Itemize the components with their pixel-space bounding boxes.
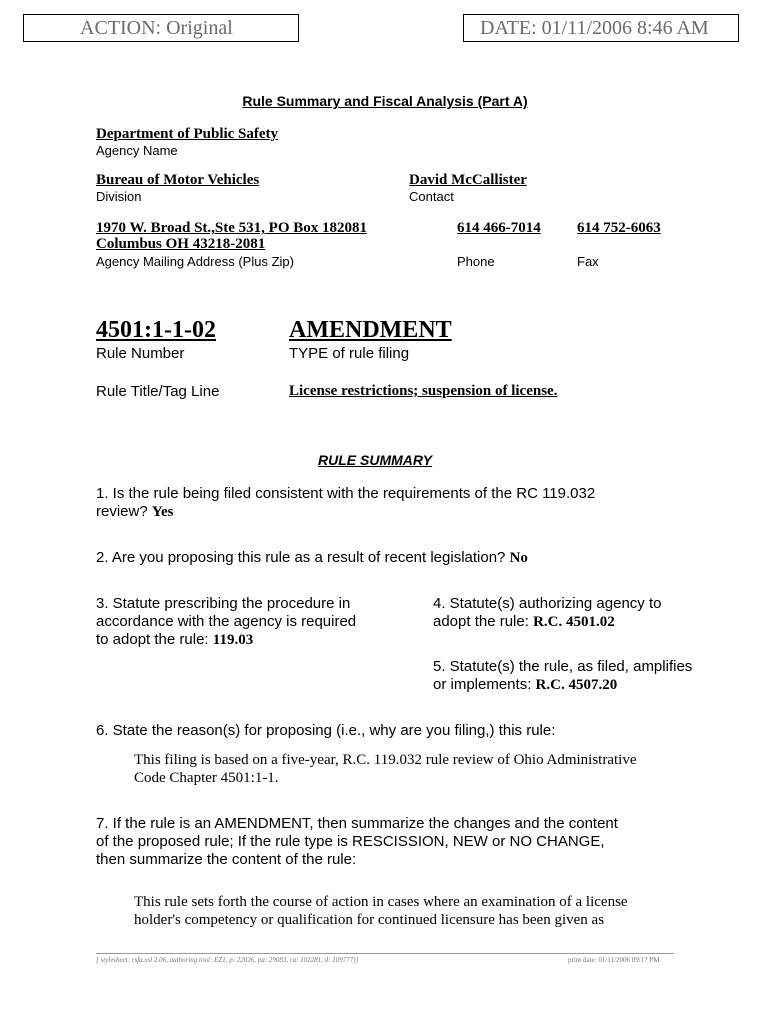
- address-label: Agency Mailing Address (Plus Zip): [96, 254, 294, 269]
- answer-4: R.C. 4501.02: [533, 614, 615, 630]
- question-3-text: to adopt the rule:: [96, 631, 209, 648]
- rule-number-label: Rule Number: [96, 345, 185, 362]
- contact-label: Contact: [409, 189, 454, 204]
- division-label: Division: [96, 189, 142, 204]
- rule-type-label: TYPE of rule filing: [289, 345, 410, 362]
- answer-6: [134, 751, 734, 787]
- page-title: Rule Summary and Fiscal Analysis (Part A): [242, 93, 528, 109]
- agency-name: Department of Public Safety: [96, 126, 279, 142]
- phone-label: Phone: [457, 254, 495, 269]
- question-3-line3: [96, 631, 396, 649]
- contact-value: David McCallister: [409, 172, 527, 188]
- question-4-line1: 4. Statute(s) authorizing agency to: [433, 595, 662, 612]
- division-value: Bureau of Motor Vehicles: [96, 172, 260, 188]
- question-1: [96, 485, 696, 521]
- answer-1: Yes: [151, 504, 174, 520]
- question-4-text: adopt the rule:: [433, 613, 529, 630]
- question-7: [96, 815, 716, 869]
- question-4: [433, 595, 753, 631]
- question-1-cont: review?: [96, 503, 148, 520]
- question-2-text: 2. Are you proposing this rule as a result of recent legislation?: [96, 549, 506, 566]
- question-4-line2: [433, 613, 753, 631]
- question-5-line1: 5. Statute(s) the rule, as filed, amplifies: [433, 658, 693, 675]
- fax-label: Fax: [577, 254, 599, 269]
- answer-6-line1: This filing is based on a five-year, R.C. 119.032 rule review of Ohio Administrative: [134, 752, 637, 768]
- rule-title: License restrictions; suspension of license.: [289, 383, 558, 399]
- question-3: [96, 595, 396, 649]
- date-text: DATE: 01/11/2006 8:46 AM: [480, 17, 709, 39]
- question-3-line1: 3. Statute prescribing the procedure in: [96, 595, 351, 612]
- footer-print-date: print date: 01/11/2006 09:17 PM: [568, 956, 660, 964]
- footer-stylesheet-info: [ stylesheet: rsfa.xsl 2.06, authoring tool: EZ1, p: 22026, pa: 29083, ra: 101281, d: 109777)]: [96, 956, 359, 964]
- question-3-line2: accordance with the agency is required: [96, 613, 357, 630]
- answer-3: 119.03: [212, 632, 254, 648]
- answer-7-line1: This rule sets forth the course of action in cases where an examination of a license: [134, 894, 628, 910]
- date-box: [463, 14, 739, 42]
- address-line2: Columbus OH 43218-2081: [96, 236, 266, 252]
- action-text: ACTION: Original: [80, 17, 233, 39]
- answer-5: R.C. 4507.20: [535, 677, 618, 693]
- question-1-line2: [96, 503, 696, 521]
- address-line1: 1970 W. Broad St.,Ste 531, PO Box 182081: [96, 220, 368, 236]
- rule-number: 4501:1-1-02: [96, 317, 216, 343]
- rule-summary-heading: RULE SUMMARY: [318, 452, 433, 468]
- question-5-text: or implements:: [433, 676, 532, 693]
- phone-value: 614 466-7014: [457, 220, 541, 236]
- agency-name-label: Agency Name: [96, 143, 178, 158]
- question-7-line3: then summarize the content of the rule:: [96, 851, 357, 868]
- fax-value: 614 752-6063: [577, 220, 661, 236]
- footer-divider: [96, 953, 674, 954]
- question-6: 6. State the reason(s) for proposing (i.e., why are you filing,) this rule:: [96, 722, 556, 739]
- question-7-line1: 7. If the rule is an AMENDMENT, then summarize the changes and the content: [96, 815, 618, 832]
- question-5-line2: [433, 676, 753, 694]
- question-1-line1: 1. Is the rule being filed consistent with the requirements of the RC 119.032: [96, 485, 596, 502]
- question-5: [433, 658, 753, 694]
- action-box: [23, 14, 299, 42]
- answer-7: [134, 893, 734, 929]
- rule-type: AMENDMENT: [289, 317, 452, 343]
- answer-6-line2: Code Chapter 4501:1-1.: [134, 770, 279, 786]
- answer-7-line2: holder's competency or qualification for continued licensure has been given as: [134, 912, 605, 928]
- answer-2: No: [509, 550, 528, 566]
- rule-title-label: Rule Title/Tag Line: [96, 383, 220, 400]
- question-2: [96, 549, 696, 567]
- question-7-line2: of the proposed rule; If the rule type is RESCISSION, NEW or NO CHANGE,: [96, 833, 605, 850]
